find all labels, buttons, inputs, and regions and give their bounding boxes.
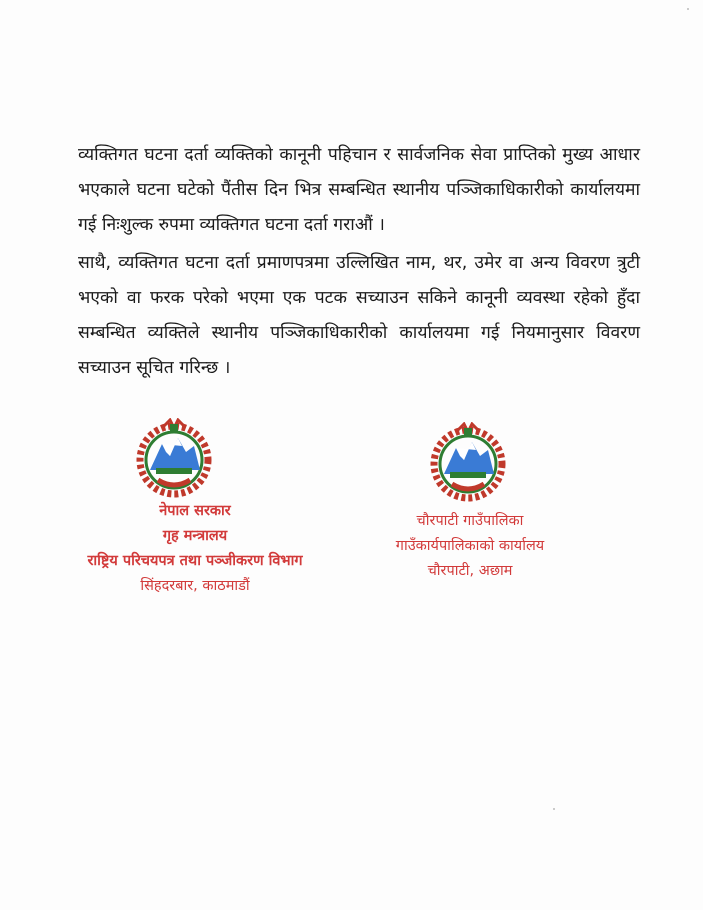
nepal-emblem-icon xyxy=(428,422,508,506)
scan-speck xyxy=(687,8,689,10)
scan-speck xyxy=(553,808,555,810)
nepal-emblem-icon xyxy=(134,418,214,502)
office-municipality-name: चौरपाटी गाउँपालिका xyxy=(416,513,524,529)
office-address: चौरपाटी, अछाम xyxy=(427,563,513,579)
right-office-block xyxy=(340,509,600,584)
office-department-name: राष्ट्रिय परिचयपत्र तथा पञ्जीकरण विभाग xyxy=(87,553,303,569)
office-executive-name: गाउँकार्यपालिकाको कार्यालय xyxy=(395,538,545,554)
office-address: सिंहदरबार, काठमाडौं xyxy=(140,578,250,594)
notice-paragraph-2: साथै, व्यक्तिगत घटना दर्ता प्रमाणपत्रमा उल्लिखित नाम, थर, उमेर वा अन्य विवरण त्रुटी भएको वा फरक परेको भएमा एक पटक सच्याउन सकिने कानूनी व्यवस्था रहेको हुँदा सम्बन्धित व्यक्तिले स्थानीय पञ्जिकाधिकारीको कार्यालयमा गई नियमानुसार विवरण सच्याउन सूचित गरिन्छ । xyxy=(78,253,640,378)
notice-paragraph-1: व्यक्तिगत घटना दर्ता व्यक्तिको कानूनी पहिचान र सार्वजनिक सेवा प्राप्तिको मुख्य आधार भएकाले घटना घटेको पैंतीस दिन भित्र सम्बन्धित स्थानीय पञ्जिकाधिकारीको कार्यालयमा गई निःशुल्क रुपमा व्यक्तिगत घटना दर्ता गराऔं । xyxy=(78,145,640,235)
left-office-block xyxy=(40,499,350,599)
office-gov-name: नेपाल सरकार xyxy=(159,503,231,519)
office-ministry-name: गृह मन्त्रालय xyxy=(162,528,228,544)
